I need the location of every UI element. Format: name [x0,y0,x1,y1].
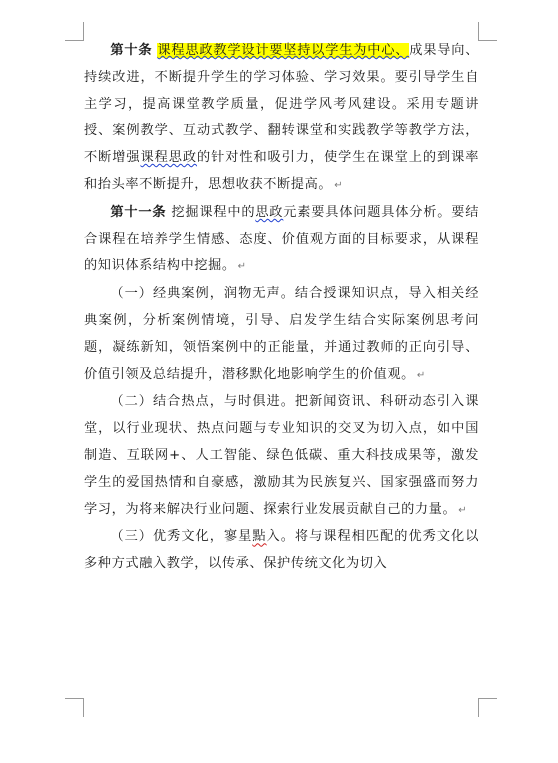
paragraph-hot-topics[interactable] [84,389,479,524]
paragraph-text: （一）经典案例，润物无声。结合授课知识点，导入相关经典案例，分析案例情境，引导、启发学生结合实际案例思考问题，凝练新知，领悟案例中的正能量，并通过教师的正向引导、价值引领及总结提升，潜移默化地影响学生的价值观。 [84,286,479,382]
paragraph-text: （三）优秀文化， [110,529,224,545]
crop-mark-top-right [478,22,497,41]
paragraph-text: 元素要具体问题具体分析。要结合课程在培养学生情感、态度、价值观方面的目标要求，从课程的知识体系结构中挖掘。 [84,204,479,274]
paragraph-mark-icon: ↵ [237,261,247,273]
paragraph-culture[interactable] [84,524,479,578]
paragraph-text: 成果导向、持续改进，不断提升学生的学习体验、学习效果。要引导学生自主学习，提高课堂教学质量，促进学风考风建设。采用专题讲授、案例教学、互动式教学、翻转课堂和实践教学等教学方法，不断增强 [84,43,479,166]
paragraph-mark-icon: ↵ [458,504,468,516]
paragraph-text: （二）结合热点，与时俱进。把新闻资讯、科研动态引入课堂，以行业现状、热点问题与专业知识的交叉为切入点，如中国制造、互联网+、人工智能、绿色低碳、重大科技成果等，激发学生的爱国热情和自豪感，激励其为民族复兴、国家强盛而努力学习，为将来解决行业问题、探索行业发展贡献自己的力量。 [84,394,479,517]
paragraph-text: 挖掘课程中的 [171,204,256,220]
crop-mark-bottom-left [65,698,84,717]
paragraph-article-10[interactable] [84,38,479,200]
crop-mark-bottom-right [478,698,497,717]
paragraph-text: 的针对性和吸引力，使学生在课堂上的到课率和抬头率不断提升，思想收获不断提高。 [84,150,480,192]
article-label: 第十条 [110,43,153,58]
paragraph-text: 入。将与课程相匹配的优秀文化以多种方式融入教学，以传承、保护传统文化为切入 [84,529,480,572]
spellcheck-error-text: 點 [252,529,267,545]
article-label: 第十一条 [110,204,167,220]
highlighted-text: 课程思政教学设计要坚持以学生为中心、 [157,43,410,58]
spellcheck-text: 思政 [255,204,284,220]
crop-mark-top-left [65,22,84,41]
paragraph-mark-icon: ↵ [416,369,426,381]
paragraph-article-11[interactable] [84,200,479,281]
spellcheck-text: 课程思政 [140,150,197,166]
paragraph-classic-cases[interactable] [84,281,479,389]
document-body[interactable] [84,38,479,578]
paragraph-mark-icon: ↵ [334,179,344,191]
spellcheck-text: 寥星 [223,529,253,545]
